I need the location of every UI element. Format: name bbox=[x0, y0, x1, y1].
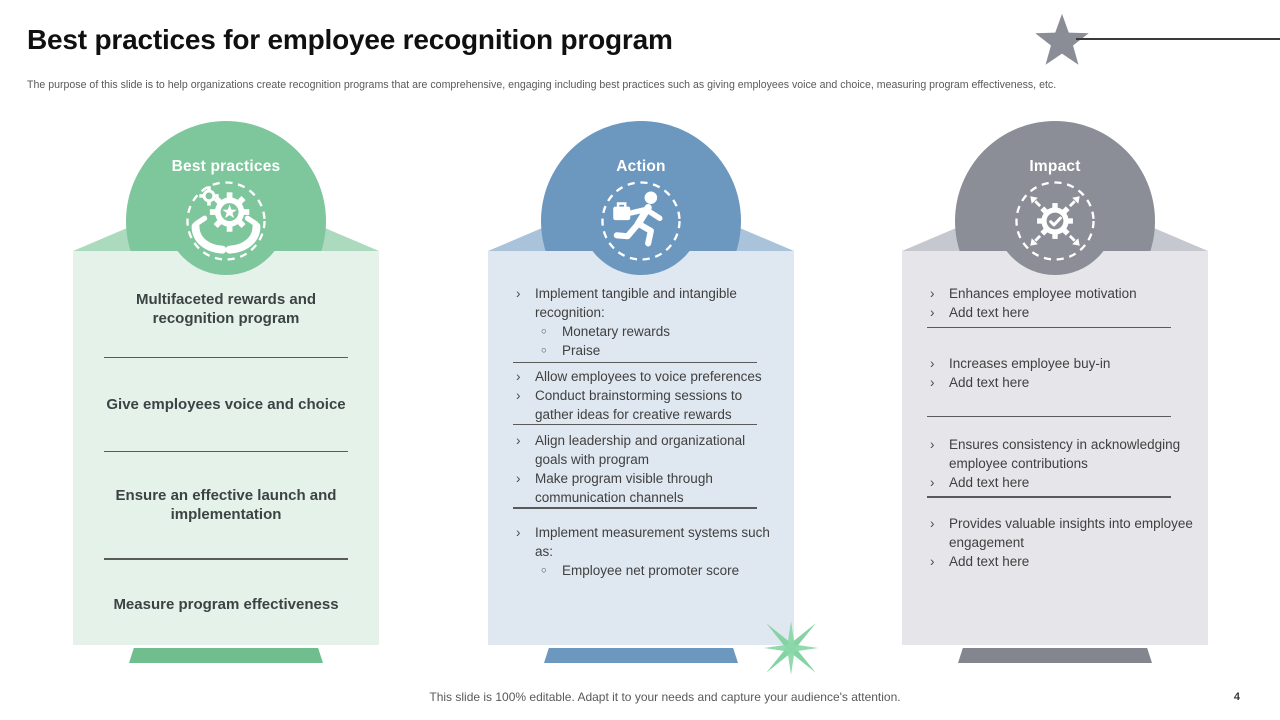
content-group bbox=[930, 284, 1194, 322]
column-best-practices bbox=[73, 0, 379, 680]
gear-arrows-icon bbox=[1030, 196, 1079, 245]
chevron-bullet-icon: › bbox=[930, 375, 935, 391]
content-group bbox=[101, 452, 351, 558]
list-item-text: Enhances employee motivation bbox=[949, 286, 1137, 301]
sub-list-item bbox=[516, 322, 780, 341]
sub-list-item-text: Monetary rewards bbox=[562, 324, 671, 339]
column-label: Impact bbox=[1029, 158, 1081, 175]
column-action bbox=[488, 0, 794, 680]
list-item-text: Provides valuable insights into employee engagement bbox=[949, 515, 1193, 550]
list-item-text: Add text here bbox=[949, 475, 1030, 491]
list-item bbox=[930, 552, 1194, 571]
list-item-text: Add text here bbox=[949, 553, 1030, 569]
column-pedestal bbox=[129, 648, 323, 663]
list-item-text: Add text here bbox=[949, 305, 1030, 320]
list-item-text: Align leadership and organizational goals with program bbox=[535, 433, 746, 468]
chevron-bullet-icon: › bbox=[516, 433, 521, 449]
column-label: Best practices bbox=[171, 158, 281, 175]
icon-badge bbox=[183, 178, 269, 264]
sub-list-item bbox=[516, 561, 780, 580]
list-item: Multifaceted rewards and recognition program bbox=[135, 290, 317, 327]
content-group bbox=[930, 354, 1194, 392]
list-item-text: Make program visible through communication channels bbox=[535, 471, 713, 506]
divider-line bbox=[513, 507, 757, 508]
footer-note: This slide is 100% editable. Adapt it to your needs and capture your audience's attention. bbox=[429, 690, 901, 704]
icon-badge bbox=[1012, 178, 1098, 264]
page-title: Best practices for employee recognition program bbox=[27, 24, 673, 55]
content-group bbox=[101, 560, 351, 650]
circle-bullet-icon: ○ bbox=[541, 564, 547, 576]
content-group bbox=[930, 514, 1194, 571]
chevron-bullet-icon: › bbox=[930, 437, 935, 453]
list-item bbox=[516, 469, 780, 507]
sub-list-item-text: Employee net promoter score bbox=[562, 562, 740, 578]
chevron-bullet-icon: › bbox=[930, 356, 935, 372]
list-item-text: Implement tangible and intangible recognition: bbox=[535, 286, 737, 320]
list-item bbox=[930, 373, 1194, 392]
list-item-text: Allow employees to voice preferences bbox=[535, 369, 762, 385]
list-item: Measure program effectiveness bbox=[113, 595, 339, 613]
column-body bbox=[488, 251, 794, 645]
chevron-bullet-icon: › bbox=[930, 286, 935, 301]
divider-line bbox=[513, 424, 757, 425]
chevron-bullet-icon: › bbox=[516, 524, 521, 540]
list-item-text: Ensures consistency in acknowledging employee contributions bbox=[949, 437, 1181, 472]
divider-line bbox=[513, 362, 757, 363]
column-body bbox=[902, 251, 1208, 645]
list-item bbox=[516, 431, 780, 469]
list-item bbox=[930, 514, 1194, 552]
content-group bbox=[516, 367, 780, 424]
column-panel bbox=[488, 251, 794, 645]
content-group bbox=[516, 284, 780, 360]
divider-line bbox=[927, 416, 1171, 417]
chevron-bullet-icon: › bbox=[516, 286, 521, 301]
list-item: Ensure an effective launch and implementation bbox=[115, 486, 337, 524]
chevron-bullet-icon: › bbox=[516, 388, 521, 404]
list-item bbox=[930, 435, 1194, 473]
page-number: 4 bbox=[1233, 691, 1240, 703]
slide-subtitle: The purpose of this slide is to help organizations create recognition programs that are comprehensive, engaging including best practices such as giving employees voice and choice, measuring program effectiveness, etc. bbox=[27, 79, 1057, 91]
chevron-bullet-icon: › bbox=[516, 471, 521, 487]
sub-list-item-text: Praise bbox=[562, 343, 601, 358]
chevron-bullet-icon: › bbox=[930, 553, 935, 569]
column-impact bbox=[902, 0, 1208, 680]
column-pedestal bbox=[544, 648, 738, 663]
list-item-text: Add text here bbox=[949, 375, 1030, 391]
list-item bbox=[516, 523, 780, 561]
list-item bbox=[930, 284, 1194, 303]
chevron-bullet-icon: › bbox=[930, 515, 935, 531]
content-group bbox=[930, 435, 1194, 492]
list-item bbox=[516, 367, 780, 386]
column-label: Action bbox=[616, 158, 666, 175]
list-item bbox=[516, 284, 780, 322]
starburst-icon bbox=[755, 612, 827, 684]
chevron-bullet-icon: › bbox=[930, 305, 935, 320]
icon-badge bbox=[598, 178, 684, 264]
content-group bbox=[516, 523, 780, 580]
sub-list-item bbox=[516, 341, 780, 360]
list-item bbox=[930, 354, 1194, 373]
running-person-icon bbox=[613, 191, 660, 243]
content-group bbox=[101, 261, 351, 357]
list-item bbox=[516, 386, 780, 424]
column-pedestal bbox=[958, 648, 1152, 663]
circle-bullet-icon: ○ bbox=[541, 345, 547, 356]
list-item-text: Increases employee buy-in bbox=[949, 356, 1111, 372]
column-panel bbox=[902, 251, 1208, 645]
list-item bbox=[930, 303, 1194, 322]
column-panel bbox=[73, 251, 379, 645]
hands-gear-icon bbox=[196, 186, 257, 249]
list-item-text: Conduct brainstorming sessions to gather ideas for creative rewards bbox=[535, 388, 743, 423]
divider-line bbox=[927, 327, 1171, 328]
chevron-bullet-icon: › bbox=[930, 475, 935, 491]
circle-bullet-icon: ○ bbox=[541, 326, 547, 337]
list-item: Give employees voice and choice bbox=[106, 395, 346, 413]
list-item-text: Implement measurement systems such as: bbox=[535, 524, 770, 559]
column-body bbox=[73, 251, 379, 645]
list-item bbox=[930, 473, 1194, 492]
content-group bbox=[101, 358, 351, 451]
chevron-bullet-icon: › bbox=[516, 369, 521, 385]
content-group bbox=[516, 431, 780, 507]
divider-line bbox=[927, 496, 1171, 497]
